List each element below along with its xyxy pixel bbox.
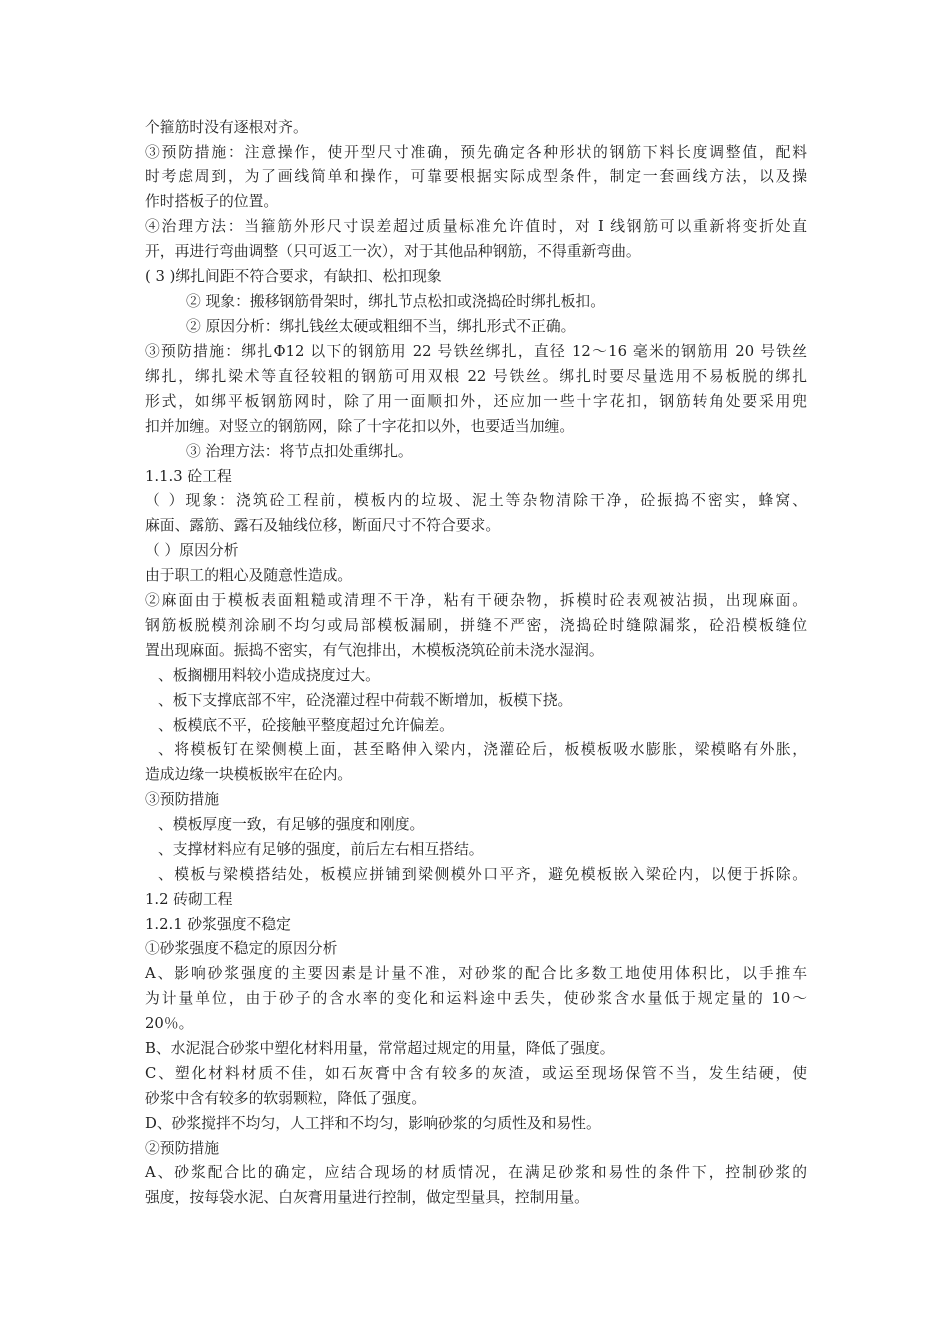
text-line: 为计量单位，由于砂子的含水率的变化和运料途中丢失，使砂浆含水量低于规定量的 10～ — [145, 990, 807, 1007]
text-line: 强度，按每袋水泥、白灰膏用量进行控制，做定型量具，控制用量。 — [145, 1189, 589, 1206]
text-line: ②麻面由于模板表面粗糙或清理不干净，粘有干硬杂物，拆模时砼表观被沾损，出现麻面。 — [145, 592, 807, 609]
text-line: ③预防措施：绑扎Φ12 以下的钢筋用 22 号铁丝绑扎，直径 12～16 毫米的钢筋用 20 号铁丝 — [145, 343, 807, 360]
text-line: 扣并加缠。对竖立的钢筋网，除了十字花扣以外，也要适当加缠。 — [145, 418, 575, 435]
text-line: ①砂浆强度不稳定的原因分析 — [145, 940, 338, 957]
text-line: B、水泥混合砂浆中塑化材料用量，常常超过规定的用量，降低了强度。 — [145, 1040, 615, 1057]
text-line: C、塑化材料材质不佳，如石灰膏中含有较多的灰渣，或运至现场保管不当，发生结硬，使 — [145, 1065, 807, 1082]
text-line: 、将模板钉在梁侧模上面，甚至略伸入梁内，浇灌砼后，板模板吸水膨胀，梁模略有外胀， — [158, 741, 807, 758]
text-line: （ ）现象：浇筑砼工程前，模板内的垃圾、泥土等杂物清除干净，砼振捣不密实，蜂窝、 — [145, 492, 807, 509]
text-line: 、板模底不平，砼接触平整度超过允许偏差。 — [158, 717, 454, 734]
text-line: ②预防措施 — [145, 1140, 219, 1157]
text-line: 时考虑周到，为了画线简单和操作，可靠要根据实际成型条件，制定一套画线方法，以及操 — [145, 168, 807, 185]
text-line: 钢筋板脱模剂涂刷不均匀或局部模板漏刷，拼缝不严密，浇捣砼时缝隙漏浆，砼沿模板缝位 — [145, 617, 807, 634]
text-line: 20％。 — [145, 1015, 194, 1032]
text-line: ② 原因分析：绑扎钱丝太硬或粗细不当，绑扎形式不正确。 — [186, 318, 576, 335]
text-line: A、影响砂浆强度的主要因素是计量不准，对砂浆的配合比多数工地使用体积比，以手推车 — [145, 965, 807, 982]
text-line: ④治理方法：当箍筋外形尺寸误差超过质量标准允许值时，对 I 线钢筋可以重新将变折处直 — [145, 218, 807, 235]
text-line: 形式，如绑平板钢筋网时，除了用一面顺扣外，还应加一些十字花扣，钢筋转角处要采用兜 — [145, 393, 807, 410]
text-line: D、砂浆搅拌不均匀，人工拌和不均匀，影响砂浆的匀质性及和易性。 — [145, 1115, 601, 1132]
text-line: ③ 治理方法：将节点扣处重绑扎。 — [186, 443, 413, 460]
text-line: 、模板厚度一致，有足够的强度和刚度。 — [158, 816, 425, 833]
text-line: A、砂浆配合比的确定，应结合现场的材质情况，在满足砂浆和易性的条件下，控制砂浆的 — [145, 1164, 807, 1181]
text-line: 造成边缘一块模板嵌牢在砼内。 — [145, 766, 353, 783]
section-heading: 1.2.1 砂浆强度不稳定 — [145, 916, 291, 933]
text-line: （ ）原因分析 — [145, 542, 239, 559]
text-line: 、板搁棚用料较小造成挠度过大。 — [158, 667, 380, 684]
text-line: 、支撑材料应有足够的强度，前后左右相互搭结。 — [158, 841, 484, 858]
text-line: 由于职工的粗心及随意性造成。 — [145, 567, 353, 584]
text-line: ③预防措施 — [145, 791, 219, 808]
text-line: 开，再进行弯曲调整（只可返工一次），对于其他品种钢筋，不得重新弯曲。 — [145, 243, 641, 260]
text-line: 置出现麻面。振捣不密实，有气泡排出，木模板浇筑砼前未浇水湿润。 — [145, 642, 604, 659]
text-line: 、板下支撑底部不牢，砼浇灌过程中荷载不断增加，板模下挠。 — [158, 692, 573, 709]
text-line: 作时搭板子的位置。 — [145, 193, 279, 210]
text-line: ( 3 )绑扎间距不符合要求，有缺扣、松扣现象 — [145, 268, 442, 285]
section-heading: 1.1.3 砼工程 — [145, 468, 232, 485]
text-line: 麻面、露筋、露石及轴线位移，断面尺寸不符合要求。 — [145, 517, 501, 534]
text-line: 、模板与梁模搭结处，板模应拼铺到梁侧模外口平齐，避免模板嵌入梁砼内，以便于拆除。 — [158, 866, 807, 883]
section-heading: 1.2 砖砌工程 — [145, 891, 233, 908]
text-line: 砂浆中含有较多的软弱颗粒，降低了强度。 — [145, 1090, 427, 1107]
text-line: 绑扎，绑扎梁术等直径较粗的钢筋可用双根 22 号铁丝。绑扎时要尽量选用不易板脱的绑扎 — [145, 368, 807, 385]
text-line: 个箍筋时没有逐根对齐。 — [145, 119, 308, 136]
text-line: ② 现象：搬移钢筋骨架时，绑扎节点松扣或浇捣砼时绑扎板扣。 — [186, 293, 606, 310]
text-line: ③预防措施：注意操作，使开型尺寸准确，预先确定各种形状的钢筋下料长度调整值，配料 — [145, 144, 807, 161]
